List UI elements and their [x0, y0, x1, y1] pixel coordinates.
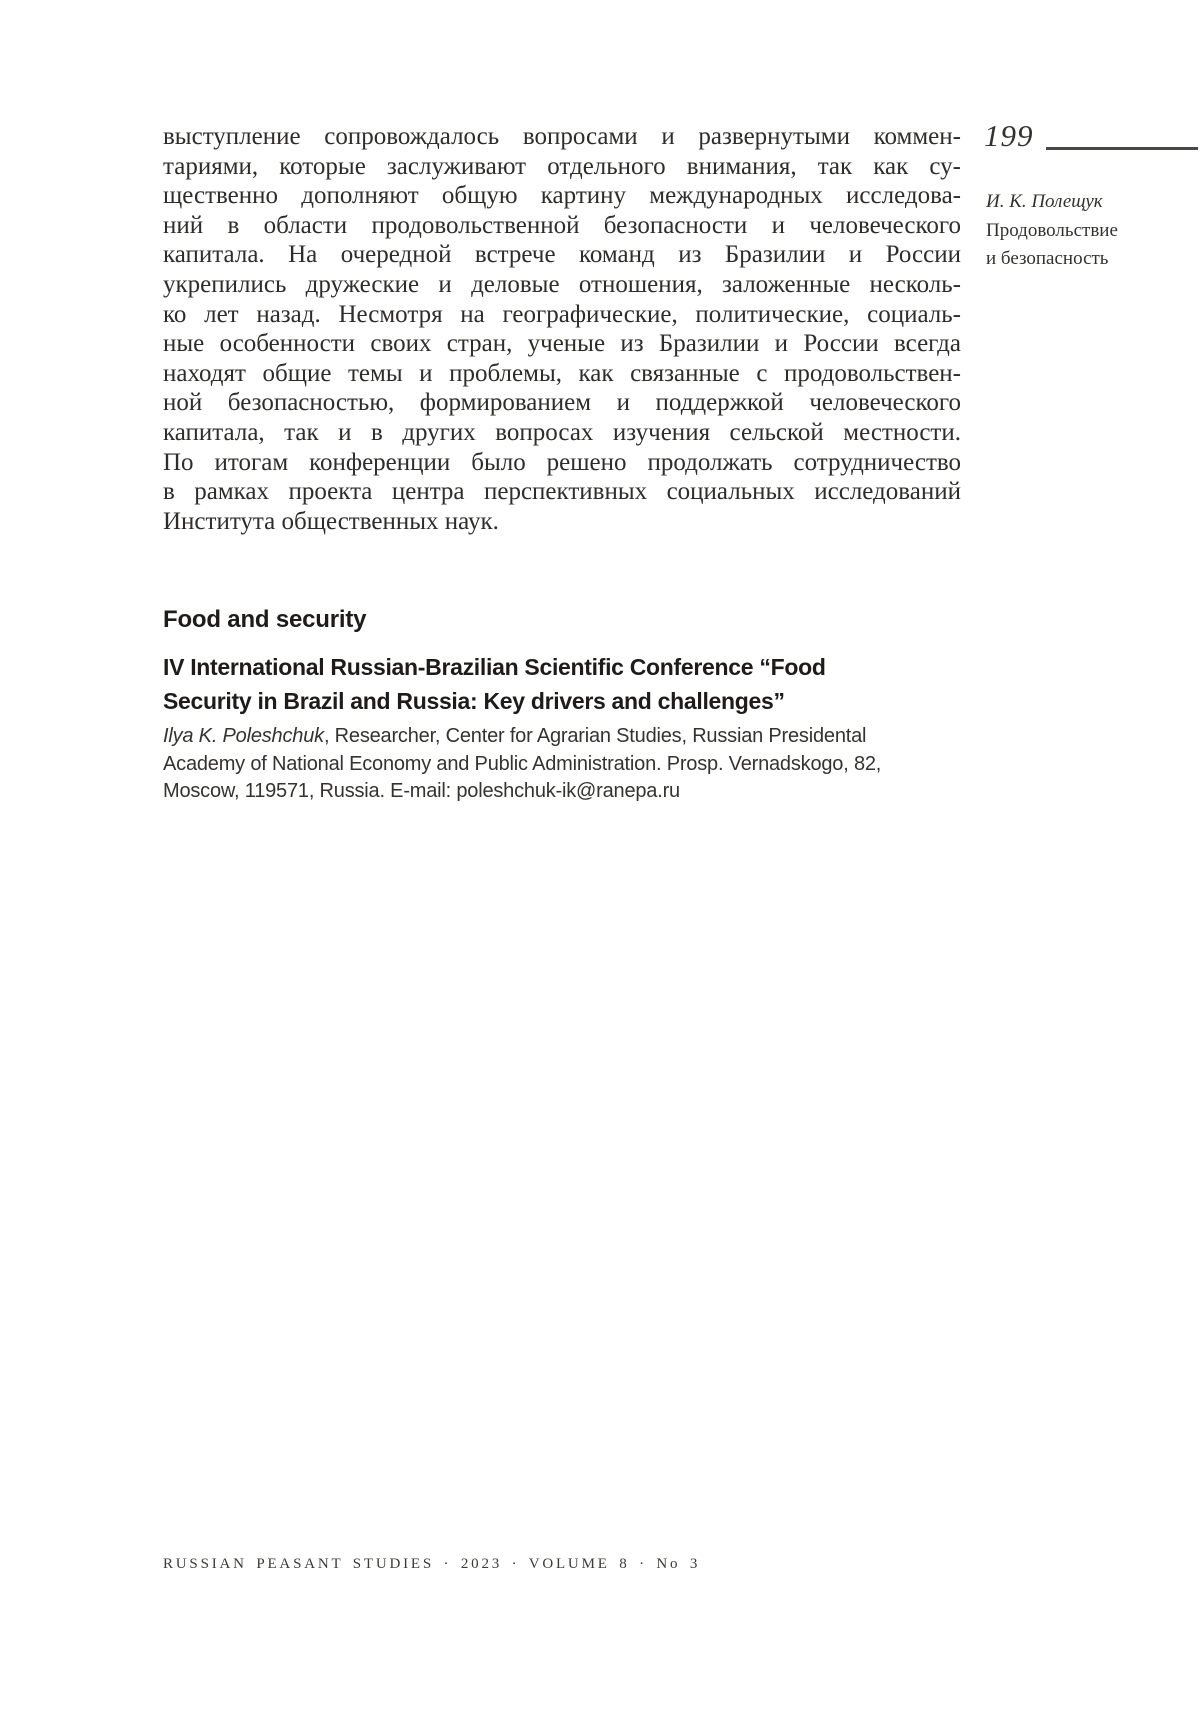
paragraph-line: Института общественных наук. — [163, 507, 499, 535]
author-affiliation — [163, 723, 923, 806]
margin-title-line2: и безопасность — [986, 248, 1109, 269]
paragraph-line: капитала, так и в других вопросах изучения сельской местности. — [163, 418, 961, 446]
paragraph-line: ко лет назад. Несмотря на географические, политические, социаль- — [163, 300, 961, 328]
paragraph-line: укрепились дружеские и деловые отношения, заложенные несколь- — [163, 270, 961, 298]
header-rule — [1046, 147, 1198, 150]
paragraph-line: ные особенности своих стран, ученые из Бразилии и России всегда — [163, 330, 961, 358]
paragraph-line: По итогам конференции было решено продолжать сотрудничество — [163, 448, 961, 476]
paragraph-line: выступление сопровождалось вопросами и развернутыми коммен- — [163, 123, 961, 150]
margin-running-head — [986, 188, 1118, 274]
paragraph-line: щественно дополняют общую картину международных исследова- — [163, 182, 961, 210]
paragraph-line: тариями, которые заслуживают отдельного внимания, так как су- — [163, 152, 961, 180]
russian-paragraph — [163, 122, 961, 536]
journal-footer: RUSSIAN PEASANT STUDIES · 2023 · VOLUME 8 · No 3 — [163, 1556, 701, 1572]
section-heading: Food and security — [163, 606, 367, 633]
author-line1 — [163, 723, 923, 751]
article-title-line2: Security in Brazil and Russia: Key drivers and challenges” — [163, 687, 785, 714]
article-title-line1: IV International Russian-Brazilian Scientific Conference “Food — [163, 654, 826, 680]
author-line2: Academy of National Economy and Public Administration. Prosp. Vernadskogo, 82, — [163, 752, 882, 775]
page-number: 199 — [984, 118, 1034, 153]
margin-title-line1: Продовольствие — [986, 219, 1118, 241]
margin-author: И. К. Полещук — [986, 191, 1103, 212]
paragraph-line: в рамках проекта центра перспективных социальных исследований — [163, 478, 961, 506]
paragraph-line: ной безопасностью, формированием и поддержкой человеческого — [163, 389, 961, 417]
author-name: Ilya K. Poleshchuk — [163, 725, 324, 747]
paragraph-line: ний в области продовольственной безопасности и человеческого — [163, 211, 961, 239]
article-title — [163, 651, 923, 718]
paragraph-line: находят общие темы и проблемы, как связанные с продовольствен- — [163, 359, 961, 387]
author-line3: Moscow, 119571, Russia. E-mail: poleshchuk-ik@ranepa.ru — [163, 780, 680, 802]
paragraph-line: капитала. На очередной встрече команд из Бразилии и России — [163, 241, 961, 269]
author-role: , Researcher, Center for Agrarian Studies, Russian Presidental — [323, 725, 867, 747]
